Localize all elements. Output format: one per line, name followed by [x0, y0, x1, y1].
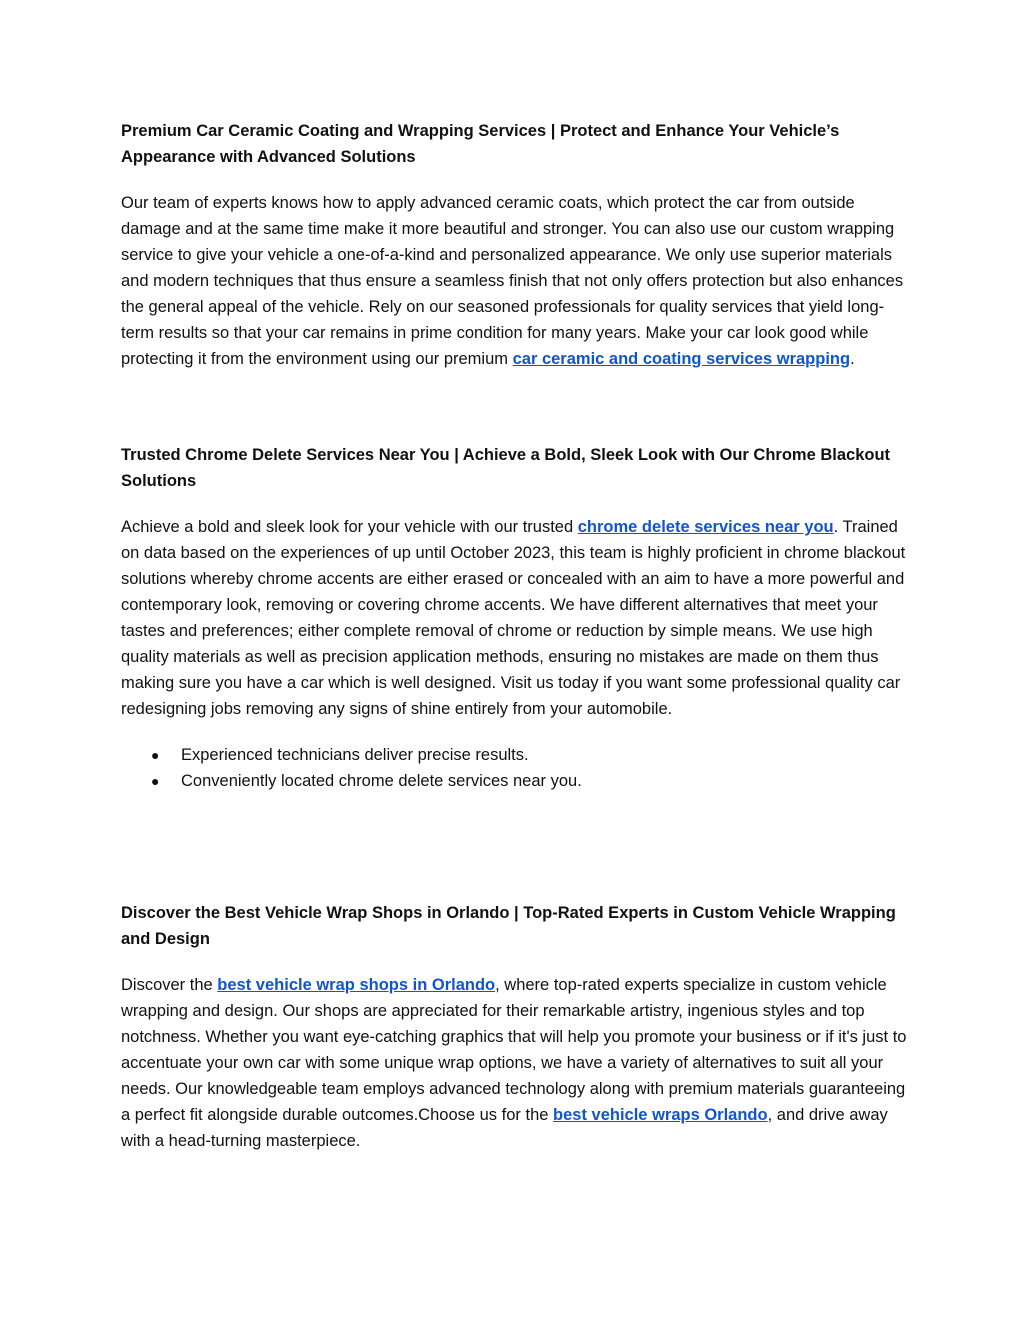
body-text-end: . — [850, 350, 855, 368]
section-vehicle-wrap-orlando — [121, 900, 911, 1154]
list-item-text: Conveniently located chrome delete services near you. — [181, 772, 582, 790]
bullet-icon: ● — [151, 773, 160, 789]
section-body — [121, 972, 911, 1154]
body-text: Discover the — [121, 976, 218, 994]
list-item — [121, 768, 911, 794]
section-body — [121, 190, 911, 372]
section-heading: Premium Car Ceramic Coating and Wrapping Services | Protect and Enhance Your Vehicle’s Appearance with Advanced Solutions — [121, 122, 840, 166]
body-text: Our team of experts knows how to apply advanced ceramic coats, which protect the car from outside damage and at the same time make it more beautiful and stronger. You can also use our custom wrapping service to give your vehicle a one-of-a-kind and personalized appearance. We only use superior materials and modern techniques that thus ensure a seamless finish that not only offers protection but also enhances the general appeal of the vehicle. Rely on our seasoned professionals for quality services that yield long-term results so that your car remains in prime condition for many years. Make your car look good while protecting it from the environment using our premium — [121, 194, 904, 368]
section-ceramic-coating — [121, 118, 911, 372]
body-text-end: , and drive away with a head-turning masterpiece. — [121, 1106, 888, 1150]
section-heading: Discover the Best Vehicle Wrap Shops in Orlando | Top-Rated Experts in Custom Vehicle Wrapping and Design — [121, 904, 896, 948]
section-chrome-delete — [121, 442, 911, 794]
section-body — [121, 514, 911, 722]
bullet-list — [121, 742, 911, 794]
body-text-middle: , where top-rated experts specialize in custom vehicle wrapping and design. Our shops are appreciated for their remarkable artistry, ingenious styles and top notchness. Whether you want eye-catching graphics that will help you promote your business or if it's just to accentuate your own car with some unique wrap options, we have a variety of alternatives to suit all your needs. Our knowledgeable team employs advanced technology along with premium materials guaranteeing a perfect fit alongside durable outcomes.Choose us for the — [121, 976, 907, 1124]
section-heading: Trusted Chrome Delete Services Near You | Achieve a Bold, Sleek Look with Our Chrome Blackout Solutions — [121, 446, 891, 490]
body-text-end: . Trained on data based on the experiences of up until October 2023, this team is highly proficient in chrome blackout solutions whereby chrome accents are either erased or concealed with an aim to have a more powerful and contemporary look, removing or covering chrome accents. We have different alternatives that meet your tastes and preferences; either complete removal of chrome or reduction by simple means. We use high quality materials as well as precision application methods, ensuring no mistakes are made on them thus making sure you have a car which is well designed. Visit us today if you want some professional quality car redesigning jobs removing any signs of shine entirely from your automobile. — [121, 518, 906, 718]
link-best-vehicle-wrap-shops[interactable]: best vehicle wrap shops in Orlando — [217, 976, 496, 994]
document-page — [121, 118, 911, 1154]
list-item-text: Experienced technicians deliver precise results. — [181, 746, 529, 764]
link-chrome-delete-services[interactable]: chrome delete services near you — [577, 518, 834, 536]
list-item — [121, 742, 911, 768]
bullet-icon: ● — [151, 747, 160, 763]
body-text: Achieve a bold and sleek look for your vehicle with our trusted — [121, 518, 578, 536]
link-best-vehicle-wraps-orlando[interactable]: best vehicle wraps Orlando — [553, 1106, 768, 1124]
link-ceramic-coating-services[interactable]: car ceramic and coating services wrapping — [512, 350, 851, 368]
